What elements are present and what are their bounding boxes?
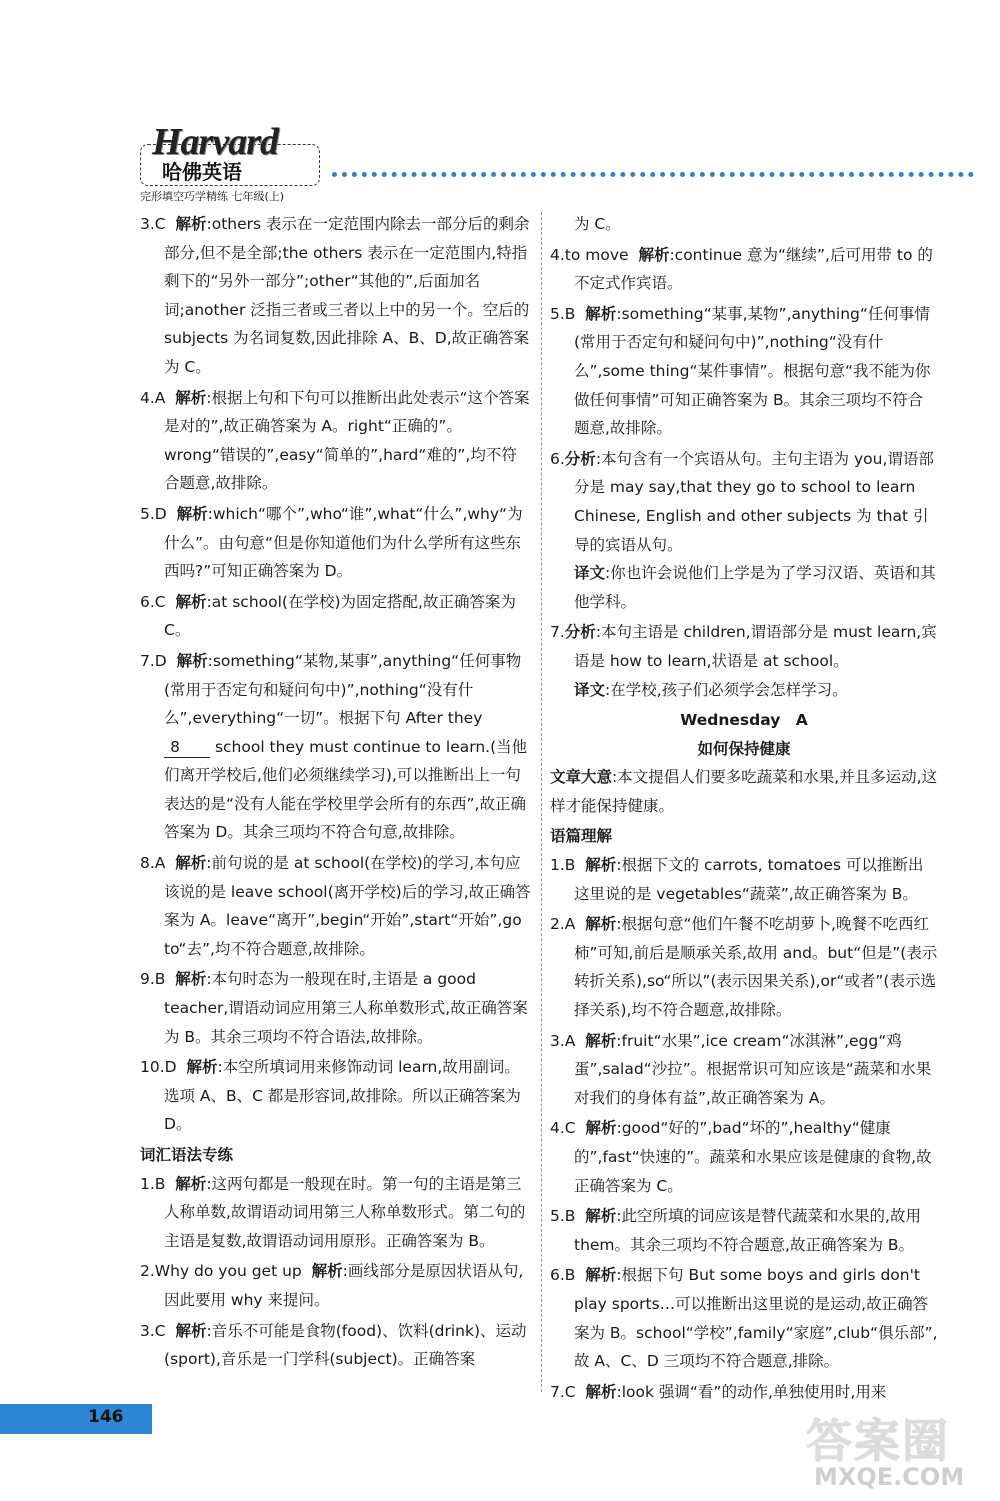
answer-item: 8.A 解析:前句说的是 at school(在学校)的学习,本句应该说的是 leave school(离开学校)后的学习,故正确答案为 A。leave“离开”,begin“开始”,start“开始”,go to“去”,均不符合题意,故排除。 <box>140 854 531 958</box>
answer-item: 7.D 解析:something“某物,某事”,anything“任何事物(常用于否定句和疑问句中)”,nothing“没有什么”,everything“一切”。根据下句 After they 8 school they must continue to learn.(当他们离开学校后,他们必须继续学习),可以推断出上一句表达的是“没有人能在学校里学会所有的东西”,故正确答案为 D。其余三项均不符合句意,故排除。 <box>140 651 528 842</box>
page-number: 146 <box>88 1407 124 1427</box>
answer-item: 7.分析:本句主语是 children,谓语部分是 must learn,宾语是 how to learn,状语是 at school。 译文:在学校,孩子们必须学会怎样学习。 <box>550 623 937 699</box>
answer-item: 10.D 解析:本空所填词用来修饰动词 learn,故用副词。选项 A、B、C 都是形容词,故排除。所以正确答案为 D。 <box>140 1058 521 1134</box>
answer-item: 4.to move 解析:continue 意为“继续”,后可用带 to 的不定式作宾语。 <box>550 245 933 293</box>
answer-item: 3.A 解析:fruit“水果”,ice cream“冰淇淋”,egg“鸡蛋”,salad“沙拉”。根据常识可知应该是“蔬菜和水果对我们的身体有益”,故正确答案为 A。 <box>550 1031 932 1107</box>
logo-subtitle: 完形填空巧学精练 七年级(上) <box>140 190 285 203</box>
harvard-logo <box>132 120 327 206</box>
watermark-logo <box>806 1405 976 1497</box>
answer-item: 5.B 解析:something“某事,某物”,anything“任何事情(常用于否定句和疑问句中)”,nothing“没有什么”,some thing“某件事情”。根据句意“我不能为你做任何事情”可知正确答案为 B。其余三项均不符合题意,故排除。 <box>550 304 931 438</box>
answer-item: 3.C 解析:others 表示在一定范围内除去一部分后的剩余部分,但不是全部;the others 表示在一定范围内,特指剩下的“另外一部分”;other“其他的”,后面加名词;another 泛指三者或三者以上中的另一个。空后的 subjects 为名词复数,因此排除 A、B、D,故正确答案为 C。 <box>140 215 530 376</box>
watermark-url: MXQE.COM <box>814 1463 965 1491</box>
answer-item: 7.C 解析:look 强调“看”的动作,单独使用时,用来 <box>550 1382 887 1401</box>
section-title: Wednesday A <box>680 711 808 730</box>
logo-chinese-title: 哈佛英语 <box>162 160 242 184</box>
section-subtitle: 如何保持健康 <box>697 739 791 758</box>
answer-continuation: 为 C。 <box>574 215 621 233</box>
answer-item: 5.D 解析:which“哪个”,who“谁”,what“什么”,why“为什么”。由句意“但是你知道他们为什么学所有这些东西吗?”可知正确答案为 D。 <box>140 504 523 581</box>
logo-title: Harvard <box>152 121 278 163</box>
left-column <box>140 210 532 1376</box>
answer-item: 6.B 解析:根据下句 But some boys and girls don't play sports…可以推断出这里说的是运动,故正确答案为 B。school“学校”,family“家庭”,club“俱乐部”,故 A、C、D 三项均不符合题意,排除。 <box>550 1266 938 1371</box>
answer-item: 3.C 解析:音乐不可能是食物(food)、饮料(drink)、运动(sport),音乐是一门学科(subject)。正确答案 <box>140 1321 527 1369</box>
answer-item: 5.B 解析:此空所填的词应该是替代蔬菜和水果的,故用 them。其余三项均不符合题意,故正确答案为 B。 <box>550 1207 921 1254</box>
section-heading: 词汇语法专练 <box>140 1146 234 1164</box>
answer-item: 6.C 解析:at school(在学校)为固定搭配,故正确答案为 C。 <box>140 592 516 640</box>
column-divider <box>541 212 542 1392</box>
article-summary: 文章大意:本文提倡人们要多吃蔬菜和水果,并且多运动,这样才能保持健康。 <box>550 768 938 815</box>
page-number-bar <box>0 1404 152 1434</box>
answer-item: 4.C 解析:good“好的”,bad“坏的”,healthy“健康的”,fast“快速的”。蔬菜和水果应该是健康的食物,故正确答案为 C。 <box>550 1119 932 1195</box>
answer-item: 4.A 解析:根据上句和下句可以推断出此处表示“这个答案是对的”,故正确答案为 A。right“正确的”。wrong“错误的”,easy“简单的”,hard“难的”,均不符合题意,故排除。 <box>140 388 530 493</box>
answer-item: 6.分析:本句含有一个宾语从句。主句主语为 you,谓语部分是 may say,that they go to school to learn Chinese, English and other subjects 为 that 引导的宾语从句。 译文:你也许会说他们上学是为了学习汉语、英语和其他学科。 <box>550 449 936 611</box>
answer-item: 1.B 解析:这两句都是一般现在时。第一句的主语是第三人称单数,故谓语动词用第三人称单数形式。第二句的主语是复数,故谓语动词用原形。正确答案为 B。 <box>140 1174 526 1250</box>
fill-blank: 8 <box>164 737 210 758</box>
watermark-text: 答案圈 <box>806 1414 950 1468</box>
answer-item: 2.A 解析:根据句意“他们午餐不吃胡萝卜,晚餐不吃西红柿”可知,前后是顺承关系,故用 and。but“但是”(表示转折关系),so“所以”(表示因果关系),or“或者”(表示选择关系),均不符合题意,故排除。 <box>550 915 938 1020</box>
right-column <box>550 210 938 1408</box>
answer-item: 9.B 解析:本句时态为一般现在时,主语是 a good teacher,谓语动词应用第三人称单数形式,故正确答案为 B。其余三项均不符合语法,故排除。 <box>140 970 528 1046</box>
section-heading: 语篇理解 <box>550 827 613 846</box>
answer-item: 1.B 解析:根据下文的 carrots, tomatoes 可以推断出这里说的是 vegetables“蔬菜”,故正确答案为 B。 <box>550 856 924 903</box>
answer-item: 2.Why do you get up 解析:画线部分是原因状语从句,因此要用 why 来提问。 <box>140 1262 524 1309</box>
header-dotted-rule <box>332 172 974 177</box>
